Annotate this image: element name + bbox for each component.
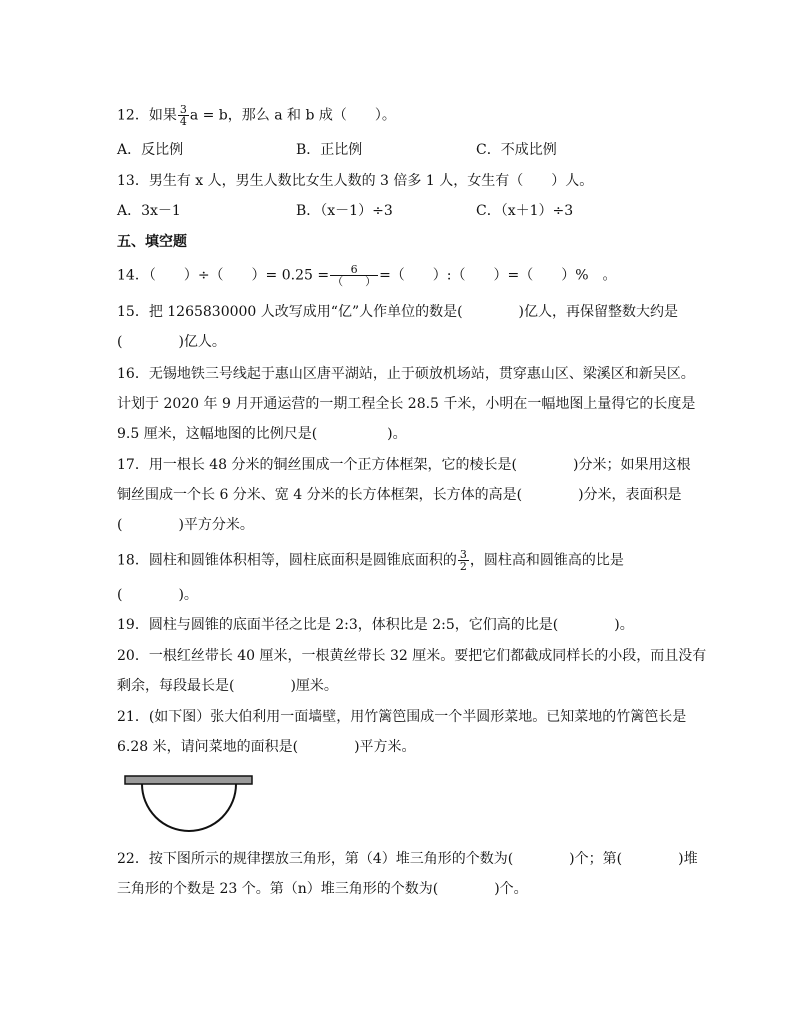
q16-line-2: 计划于 2020 年 9 月开通运营的一期工程全长 28.5 千米，小明在一幅地图上量得它的长度是 — [117, 396, 696, 412]
q14-part2: =（ ）:（ ）=（ ）% 。 — [379, 267, 617, 284]
wall-bar — [125, 776, 252, 784]
section-title: 五、填空题 — [117, 234, 187, 250]
q14-frac-den: （ ） — [332, 275, 377, 288]
q16-line-3: 9.5 厘米，这幅地图的比例尺是( )。 — [117, 426, 407, 442]
q14-part1: 14．（ ）÷（ ）= 0.25 = — [117, 267, 330, 284]
fence-arc — [142, 784, 236, 831]
q12-fraction — [178, 104, 189, 127]
q18-frac-den: 2 — [459, 560, 467, 573]
q17-line-3: ( )平方分米。 — [117, 517, 254, 533]
q12-option-c[interactable]: C．不成比例 — [476, 142, 557, 158]
q20-line-1: 20．一根红丝带长 40 厘米，一根黄丝带长 32 厘米。要把它们都截成同样长的小段，而且没有 — [117, 648, 707, 664]
q20-line-2: 剩余，每段最长是( )厘米。 — [117, 678, 338, 694]
q12-option-b[interactable]: B．正比例 — [296, 142, 363, 158]
q18-line-1 — [117, 549, 624, 572]
q12-frac-num: 3 — [179, 103, 187, 116]
q14-fraction — [330, 264, 378, 287]
q13-option-c[interactable]: C．（x＋1）÷3 — [476, 203, 574, 219]
q13-option-a[interactable]: A．3x－1 — [117, 203, 181, 219]
q12-prefix: 12．如果 — [117, 107, 177, 124]
q15-line-2: ( )亿人。 — [117, 334, 226, 350]
q17-line-1: 17．用一根长 48 分米的铜丝围成一个正方体框架，它的棱长是( )分米；如果用这根 — [117, 457, 691, 473]
question-12 — [117, 104, 396, 127]
q22-line-1: 22．按下图所示的规律摆放三角形，第（4）堆三角形的个数为( )个；第( )堆 — [117, 851, 698, 867]
question-19: 19．圆柱与圆锥的底面半径之比是 2:3，体积比是 2:5，它们高的比是( )。 — [117, 617, 634, 633]
q14-frac-num: 6 — [330, 264, 378, 276]
q22-line-2: 三角形的个数是 23 个。第（n）堆三角形的个数为( )个。 — [117, 881, 528, 897]
q12-option-a[interactable]: A．反比例 — [117, 142, 184, 158]
q18-text-b: ，圆柱高和圆锥高的比是 — [469, 552, 624, 569]
q21-line-2: 6.28 米，请问菜地的面积是( )平方米。 — [117, 739, 416, 755]
q18-fraction — [458, 549, 469, 572]
q18-text-a: 18．圆柱和圆锥体积相等，圆柱底面积是圆锥底面积的 — [117, 552, 457, 569]
q21-line-1: 21．(如下图）张大伯利用一面墙壁，用竹篱笆围成一个半圆形菜地。已知菜地的竹篱笆长是 — [117, 709, 687, 725]
q12-text: a = b，那么 a 和 b 成（ ）。 — [189, 107, 396, 124]
question-14 — [117, 264, 617, 287]
q12-frac-den: 4 — [179, 115, 187, 128]
q18-line-2: ( )。 — [117, 587, 198, 603]
q18-frac-num: 3 — [459, 548, 467, 561]
question-13: 13．男生有 x 人，男生人数比女生人数的 3 倍多 1 人，女生有（ ）人。 — [117, 173, 594, 189]
q17-line-2: 铜丝围成一个长 6 分米、宽 4 分米的长方体框架，长方体的高是( )分米，表面积是 — [117, 487, 682, 503]
q15-line-1: 15．把 1265830000 人改写成用“亿”人作单位的数是( )亿人，再保留整数大约是 — [117, 304, 679, 320]
semicircle-garden-figure — [120, 772, 260, 832]
q16-line-1: 16．无锡地铁三号线起于惠山区唐平湖站，止于硕放机场站，贯穿惠山区、梁溪区和新吴区。 — [117, 366, 695, 382]
q13-option-b[interactable]: B．（x－1）÷3 — [296, 203, 393, 219]
